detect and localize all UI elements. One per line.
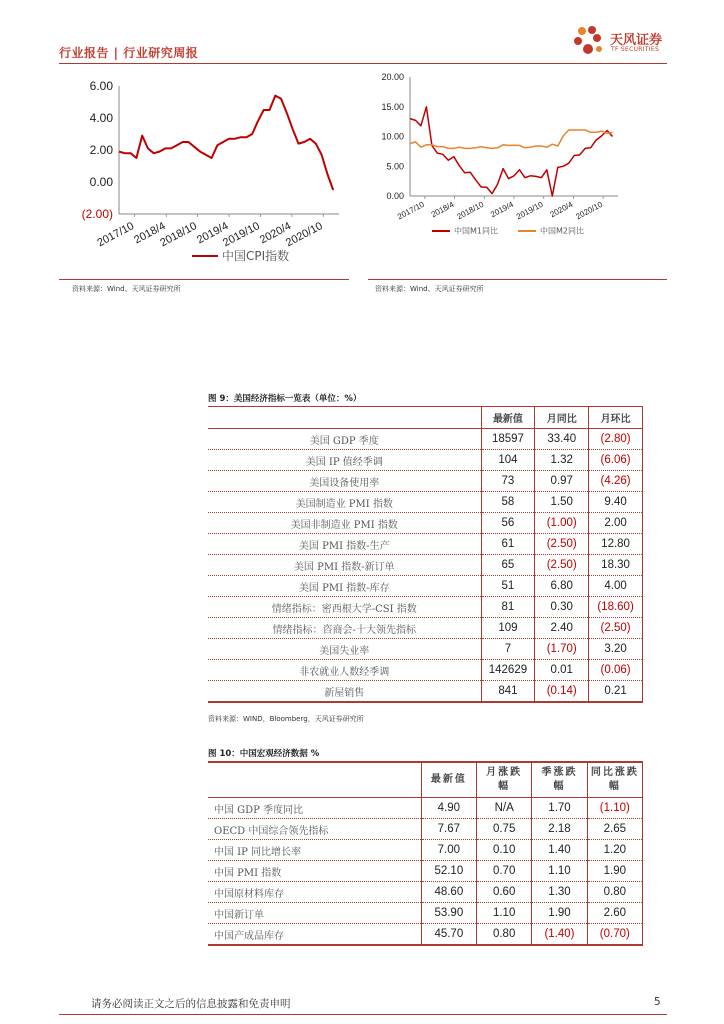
latest-value: 81: [481, 597, 535, 618]
table-row: [208, 840, 643, 861]
latest-value: 18597: [481, 429, 535, 450]
y-tick-label: 20.00: [381, 72, 404, 82]
row-label: 新屋销售: [208, 681, 481, 703]
x-tick-label: 2018/10: [455, 199, 486, 222]
disclaimer-text: 请务必阅读正文之后的信息披露和免责申明: [91, 998, 291, 1010]
row-label: 美国设备使用率: [208, 471, 481, 492]
yoy-value: (1.00): [535, 513, 589, 534]
table10-title: [208, 747, 319, 759]
row-label: 情绪指标：密西根大学-CSI 指数: [208, 597, 481, 618]
yoy-change-value: 2.60: [587, 903, 642, 924]
table9-title-text: 图 9：美国经济指标一览表（单位：%）: [208, 394, 362, 404]
series-line-1: [119, 96, 333, 190]
monthly-change-value: 0.70: [477, 861, 532, 882]
x-tick-label: 2019/10: [221, 220, 262, 250]
monthly-change-value: 0.10: [477, 840, 532, 861]
y-tick-label: 0.00: [386, 191, 404, 201]
row-label: 中国原材料库存: [208, 882, 421, 903]
latest-value: 7.67: [421, 819, 476, 840]
latest-value: 58: [481, 492, 535, 513]
x-tick-label: 2019/10: [514, 199, 545, 222]
quarterly-change-value: 2.18: [532, 819, 587, 840]
quarterly-change-value: 1.10: [532, 861, 587, 882]
footer-divider: [59, 1014, 667, 1015]
table-row: [208, 903, 643, 924]
x-tick-label: 2019/4: [489, 199, 515, 220]
report-category: 行业报告 | 行业研究周报: [59, 46, 199, 60]
latest-value: 48.60: [421, 882, 476, 903]
page-number: 5: [654, 996, 661, 1008]
header-mom: 月环比: [589, 407, 643, 429]
monthly-change-value: 0.60: [477, 882, 532, 903]
row-label: 情绪指标：咨商会-十大领先指标: [208, 618, 481, 639]
yoy-value: 2.40: [535, 618, 589, 639]
yoy-value: (2.50): [535, 555, 589, 576]
mom-value: (4.26): [589, 471, 643, 492]
mom-value: (0.06): [589, 660, 643, 681]
x-tick-label: 2018/4: [429, 199, 456, 220]
table-row: [208, 534, 643, 555]
legend-label: 中国CPI指数: [222, 249, 290, 263]
row-label: 美国制造业 PMI 指数: [208, 492, 481, 513]
row-label: 非农就业人数经季调: [208, 660, 481, 681]
monthly-change-value: 1.10: [477, 903, 532, 924]
mom-value: 12.80: [589, 534, 643, 555]
table-row: [208, 660, 643, 681]
table-row: [208, 798, 643, 819]
series-line-1: [410, 107, 613, 196]
latest-value: 53.90: [421, 903, 476, 924]
money-supply-line-chart: [368, 66, 668, 241]
yoy-value: 0.30: [535, 597, 589, 618]
row-label: 美国 PMI 指数-库存: [208, 576, 481, 597]
yoy-change-value: 1.20: [587, 840, 642, 861]
header-latest: 最新值: [421, 763, 476, 798]
table-header-row: [208, 407, 643, 429]
us-indicators-table: [208, 406, 643, 703]
table-row: [208, 555, 643, 576]
mom-value: 3.20: [589, 639, 643, 660]
table9-source: 资料来源：WIND，Bloomberg，天风证券研究所: [208, 715, 364, 723]
row-label: 中国 IP 同比增长率: [208, 840, 421, 861]
x-tick-label: 2020/10: [574, 199, 605, 222]
row-label: 中国新订单: [208, 903, 421, 924]
x-tick-label: 2020/10: [283, 220, 325, 250]
quarterly-change-value: 1.40: [532, 840, 587, 861]
y-tick-label: 5.00: [386, 161, 404, 172]
mom-value: 9.40: [589, 492, 643, 513]
yoy-change-value: (0.70): [587, 924, 642, 946]
x-tick-label: 2018/10: [158, 220, 199, 250]
latest-value: 7: [481, 639, 535, 660]
yoy-value: (2.50): [535, 534, 589, 555]
legend-label: 中国M1同比: [454, 226, 498, 236]
x-tick-label: 2018/4: [132, 220, 168, 247]
y-tick-label: 10.00: [381, 131, 404, 142]
yoy-change-value: 2.65: [587, 819, 642, 840]
latest-value: 56: [481, 513, 535, 534]
yoy-change-value: 0.80: [587, 882, 642, 903]
chart2-source: 资料来源：Wind、天风证券研究所: [375, 285, 484, 293]
monthly-change-value: N/A: [477, 798, 532, 819]
table-row: [208, 882, 643, 903]
table10-body: [208, 798, 643, 946]
chart1-divider: [59, 279, 349, 280]
table-row: [208, 450, 643, 471]
header-cell-empty: [208, 763, 421, 798]
row-label: 美国 IP 值经季调: [208, 450, 481, 471]
latest-value: 7.00: [421, 840, 476, 861]
latest-value: 841: [481, 681, 535, 703]
table-header-row: [208, 763, 643, 798]
quarterly-change-value: 1.30: [532, 882, 587, 903]
latest-value: 104: [481, 450, 535, 471]
table10-title-text: 图 10：中国宏观经济数据 %: [208, 749, 320, 759]
y-tick-label: (2.00): [81, 207, 113, 221]
mom-value: (2.80): [589, 429, 643, 450]
header-yoy: 月同比: [535, 407, 589, 429]
quarterly-change-value: (1.40): [532, 924, 587, 946]
table-row: [208, 639, 643, 660]
y-tick-label: 2.00: [89, 143, 113, 157]
header-monthly-change: 月涨跌 幅: [477, 763, 532, 798]
x-tick-label: 2019/4: [195, 220, 231, 247]
yoy-value: 33.40: [535, 429, 589, 450]
table9-title: [208, 392, 361, 404]
y-tick-label: 6.00: [89, 79, 113, 93]
yoy-value: 0.97: [535, 471, 589, 492]
mom-value: 18.30: [589, 555, 643, 576]
latest-value: 51: [481, 576, 535, 597]
row-label: 美国 PMI 指数-生产: [208, 534, 481, 555]
header-latest: 最新值: [481, 407, 535, 429]
table-row: [208, 597, 643, 618]
mom-value: 0.21: [589, 681, 643, 703]
quarterly-change-value: 1.70: [532, 798, 587, 819]
row-label: 美国 PMI 指数-新订单: [208, 555, 481, 576]
y-tick-label: 0.00: [89, 175, 113, 189]
yoy-value: 0.01: [535, 660, 589, 681]
monthly-change-value: 0.75: [477, 819, 532, 840]
row-label: 中国产成品库存: [208, 924, 421, 946]
table-row: [208, 492, 643, 513]
mom-value: 4.00: [589, 576, 643, 597]
table-row: [208, 618, 643, 639]
table-row: [208, 819, 643, 840]
table9-body: [208, 429, 643, 703]
quarterly-change-value: 1.90: [532, 903, 587, 924]
yoy-value: (1.70): [535, 639, 589, 660]
latest-value: 109: [481, 618, 535, 639]
table-row: [208, 471, 643, 492]
chart1-source: 资料来源：Wind、天风证券研究所: [72, 285, 181, 293]
table-row: [208, 681, 643, 703]
table-row: [208, 513, 643, 534]
latest-value: 73: [481, 471, 535, 492]
china-macro-table: [208, 762, 643, 946]
row-label: OECD 中国综合领先指标: [208, 819, 421, 840]
header-quarterly-change: 季涨跌 幅: [532, 763, 587, 798]
yoy-value: 6.80: [535, 576, 589, 597]
row-label: 中国 GDP 季度同比: [208, 798, 421, 819]
x-tick-label: 2020/4: [548, 199, 575, 220]
mom-value: (18.60): [589, 597, 643, 618]
y-tick-label: 4.00: [89, 111, 113, 125]
x-tick-label: 2020/4: [257, 220, 294, 247]
latest-value: 4.90: [421, 798, 476, 819]
logo-subtitle: TF SECURITIES: [611, 46, 660, 53]
header-divider: [59, 63, 667, 64]
mom-value: (6.06): [589, 450, 643, 471]
yoy-change-value: (1.10): [587, 798, 642, 819]
latest-value: 65: [481, 555, 535, 576]
table-row: [208, 576, 643, 597]
latest-value: 45.70: [421, 924, 476, 946]
header-cell-empty: [208, 407, 481, 429]
table-row: [208, 429, 643, 450]
row-label: 中国 PMI 指数: [208, 861, 421, 882]
logo-name: 天风证券: [610, 33, 663, 48]
yoy-value: 1.32: [535, 450, 589, 471]
x-tick-label: 2017/10: [396, 199, 426, 222]
latest-value: 52.10: [421, 861, 476, 882]
monthly-change-value: 0.80: [477, 924, 532, 946]
series-line-2: [410, 130, 613, 148]
row-label: 美国 GDP 季度: [208, 429, 481, 450]
x-tick-label: 2017/10: [95, 220, 137, 250]
mom-value: 2.00: [589, 513, 643, 534]
table-row: [208, 924, 643, 946]
yoy-change-value: 1.90: [587, 861, 642, 882]
y-tick-label: 15.00: [381, 101, 404, 112]
row-label: 美国非制造业 PMI 指数: [208, 513, 481, 534]
header-yoy-change: 同比涨跌 幅: [587, 763, 642, 798]
yoy-value: (0.14): [535, 681, 589, 703]
cpi-line-chart: [59, 74, 349, 274]
latest-value: 61: [481, 534, 535, 555]
yoy-value: 1.50: [535, 492, 589, 513]
row-label: 美国失业率: [208, 639, 481, 660]
mom-value: (2.50): [589, 618, 643, 639]
latest-value: 142629: [481, 660, 535, 681]
table-row: [208, 861, 643, 882]
legend-label: 中国M2同比: [540, 226, 584, 236]
chart2-divider: [368, 279, 667, 280]
